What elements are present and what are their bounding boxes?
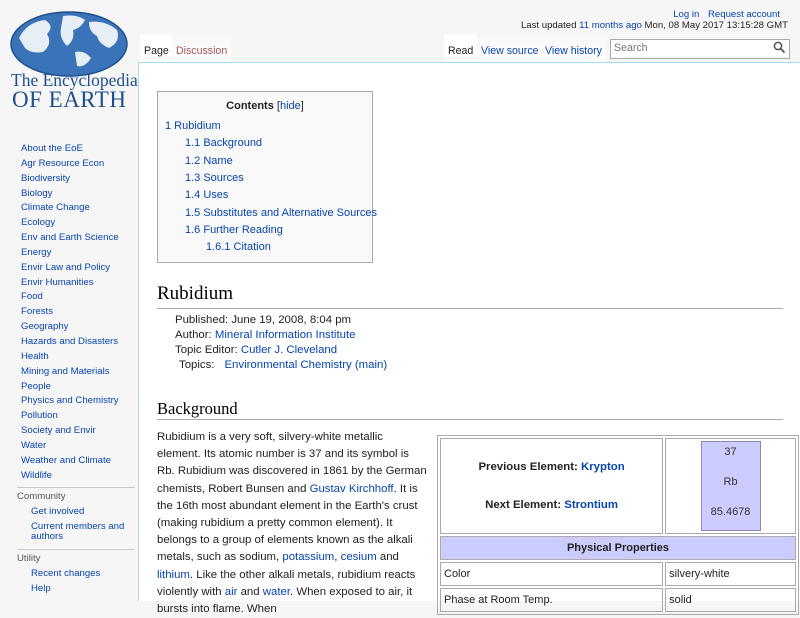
toc-title: Contents <box>226 100 274 112</box>
author-link[interactable]: Mineral Information Institute <box>214 329 356 341</box>
divider <box>17 487 135 488</box>
logo-text-line1: The Encyclopedia <box>11 70 138 90</box>
tab-discussion[interactable]: Discussion <box>172 34 231 62</box>
sidebar-item[interactable]: Envir Humanities <box>21 276 94 288</box>
sidebar <box>0 0 140 600</box>
community-links <box>31 507 131 547</box>
sidebar-item[interactable]: About the EoE <box>21 143 83 154</box>
toc-hide-close: ] <box>300 100 304 112</box>
topic-link[interactable]: Environmental Chemistry (main) <box>224 359 388 371</box>
editor-line <box>175 344 337 356</box>
neighbor-elements-cell <box>440 438 663 534</box>
property-value: solid <box>665 588 796 612</box>
atomic-mass: 85.4678 <box>710 506 751 518</box>
sidebar-item[interactable]: Hazards and Disasters <box>21 335 119 347</box>
tab-page[interactable]: Page <box>140 34 173 62</box>
sidebar-item[interactable]: Society and Envir <box>21 425 96 437</box>
toc-hide-link[interactable]: hide <box>279 100 301 112</box>
article-paragraph <box>157 429 427 618</box>
page-title: Rubidium <box>157 283 234 304</box>
physical-properties-header: Physical Properties <box>440 536 796 560</box>
sidebar-item[interactable]: Weather and Climate <box>21 454 111 466</box>
sidebar-item[interactable]: Biodiversity <box>21 172 71 184</box>
title-rule <box>157 308 783 309</box>
potassium-link[interactable]: potassium <box>282 551 335 564</box>
property-name: Phase at Room Temp. <box>440 588 663 612</box>
sidebar-item[interactable]: Mining and Materials <box>21 365 110 377</box>
toc-entry[interactable]: 1.3 Sources <box>185 172 244 184</box>
cesium-link[interactable]: cesium <box>340 551 377 564</box>
sidebar-item[interactable]: Pollution <box>21 410 58 422</box>
paragraph-text: and <box>376 551 399 564</box>
last-updated-ago-link[interactable]: 11 months ago <box>579 20 642 31</box>
sidebar-item[interactable]: Forests <box>21 306 53 318</box>
divider <box>17 549 135 550</box>
toc-entry[interactable]: 1.4 Uses <box>185 189 229 201</box>
element-infobox <box>437 435 800 615</box>
paragraph-text: . Like the other alkali metals, rubidium reacts violently with <box>157 568 416 598</box>
sidebar-item[interactable]: Water <box>21 439 47 451</box>
search-icon[interactable] <box>773 41 786 57</box>
previous-element-link[interactable]: Krypton <box>581 461 625 473</box>
sidebar-item[interactable]: Wildlife <box>21 469 52 481</box>
login-link[interactable]: Log in <box>673 9 700 20</box>
sidebar-item[interactable]: Geography <box>21 321 69 333</box>
tab-read[interactable]: Read <box>444 34 477 62</box>
property-name: Color <box>440 562 663 586</box>
tab-view-history[interactable]: View history <box>541 34 606 62</box>
get-involved-link[interactable]: Get involved <box>31 506 85 517</box>
sidebar-item[interactable]: Agr Resource Econ <box>21 157 105 169</box>
property-value: silvery-white <box>665 562 796 586</box>
sidebar-item[interactable]: Health <box>21 350 49 362</box>
last-updated-date: Mon, 08 May 2017 13:15:28 GMT <box>641 20 788 31</box>
main-content <box>138 62 800 616</box>
element-symbol: Rb <box>723 476 738 488</box>
toc-hide-open: [ <box>273 100 280 112</box>
section-rule <box>157 419 783 420</box>
author-label: Author: <box>175 329 215 341</box>
paragraph-text: Rubidium is a very soft, silvery-white metallic element. Its atomic number is 37 and its symbol is Rb. Rubidium was discovered in 1861 by the German chemists, Robert Bunsen and <box>157 431 427 495</box>
paragraph-text: . When exposed to air, it bursts into flame. When <box>157 585 413 616</box>
recent-changes-link[interactable]: Recent changes <box>31 568 101 579</box>
utility-links <box>31 569 131 598</box>
toc-entry[interactable]: 1 Rubidium <box>165 120 221 132</box>
previous-element-label: Previous Element: <box>478 461 581 473</box>
sidebar-item[interactable]: Ecology <box>21 217 56 229</box>
toc-entry[interactable]: 1.2 Name <box>185 155 233 167</box>
toc-entry[interactable]: 1.1 Background <box>185 137 263 149</box>
toc-title-row <box>158 100 372 112</box>
kirchhoff-link[interactable]: Gustav Kirchhoff <box>309 482 394 495</box>
editor-link[interactable]: Cutler J. Cleveland <box>240 344 338 356</box>
last-updated <box>521 20 788 31</box>
logo-text-line2: OF EARTH <box>12 87 127 112</box>
sidebar-item[interactable]: People <box>21 380 51 392</box>
topics-label: Topics: <box>179 359 215 371</box>
editor-label: Topic Editor: <box>175 344 241 356</box>
search-input[interactable] <box>611 40 767 56</box>
toc-entry[interactable]: 1.5 Substitutes and Alternative Sources <box>185 207 378 219</box>
water-link[interactable]: water <box>262 585 290 598</box>
table-of-contents <box>157 91 378 263</box>
sidebar-item[interactable]: Env and Earth Science <box>21 232 119 244</box>
search-box <box>610 39 790 59</box>
tab-view-source[interactable]: View source <box>477 34 543 62</box>
section-heading-background: Background <box>157 399 238 418</box>
previous-element-line <box>444 461 659 473</box>
element-symbol-cell <box>665 438 796 534</box>
next-element-label: Next Element: <box>485 499 565 511</box>
sidebar-item[interactable]: Envir Law and Policy <box>21 261 111 273</box>
author-line <box>175 329 355 341</box>
community-heading: Community <box>17 491 66 502</box>
current-members-link[interactable]: Current members and authors <box>31 520 125 543</box>
sidebar-item[interactable]: Energy <box>21 246 52 258</box>
sidebar-navigation <box>21 142 119 483</box>
air-link[interactable]: air <box>224 585 238 598</box>
next-element-link[interactable]: Strontium <box>564 499 619 511</box>
request-account-link[interactable]: Request account <box>708 9 780 20</box>
utility-heading: Utility <box>17 553 41 564</box>
paragraph-text: , <box>334 551 341 564</box>
sidebar-item[interactable]: Biology <box>21 187 53 199</box>
topics-line <box>179 359 387 371</box>
sidebar-item[interactable]: Physics and Chemistry <box>21 395 119 407</box>
published-date: Published: June 19, 2008, 8:04 pm <box>175 314 352 326</box>
help-link[interactable]: Help <box>31 582 51 594</box>
site-logo[interactable] <box>5 8 138 116</box>
paragraph-text: . It is the 16th most abundant element in the Earth's crust (making rubidium a pretty common element). It belongs to a group of elements known as the alkali metals, such as sodium, <box>157 482 418 564</box>
personal-tools <box>673 9 780 20</box>
lithium-link[interactable]: lithium <box>157 568 190 581</box>
toc-entry[interactable]: 1.6 Further Reading <box>185 224 283 236</box>
next-element-line <box>444 499 659 511</box>
paragraph-text: and <box>237 585 263 598</box>
sidebar-item[interactable]: Food <box>21 291 43 303</box>
toc-entry[interactable]: 1.6.1 Citation <box>206 241 271 253</box>
sidebar-item[interactable]: Climate Change <box>21 202 90 214</box>
last-updated-prefix: Last updated <box>520 20 580 31</box>
atomic-number: 37 <box>724 446 737 458</box>
element-tile <box>701 441 761 531</box>
